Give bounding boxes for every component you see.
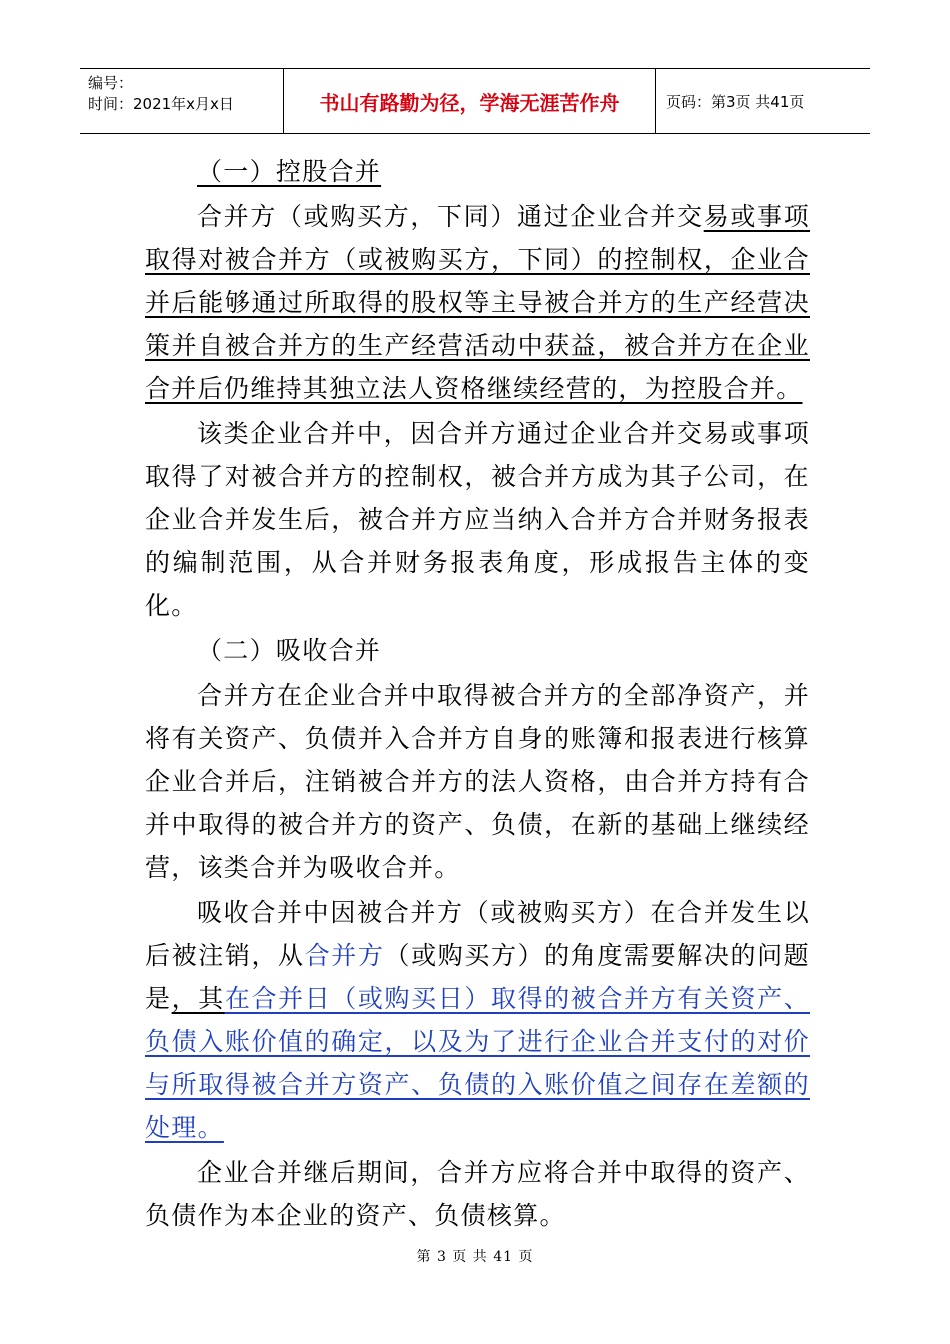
document-body [145, 150, 810, 1237]
paragraph-absorption-issues [145, 891, 810, 1149]
page-footer: 第 3 页 共 41 页 [416, 1249, 534, 1265]
section-heading-absorption-merger: （二）吸收合并 [197, 636, 382, 665]
date-label: 时间：2021年x月x日 [88, 95, 234, 113]
paragraph-absorption-merger: 合并方在企业合并中取得被合并方的全部净资产，并将有关资产、负债并入合并方自身的账簿和报表进行核算企业合并后，注销被合并方的法人资格，由合并方持有合并中取得的被合并方的资产、负债，在新的基础上继续经营，该类合并为吸收合并。 [145, 681, 810, 882]
paragraph-text: （或购买方）的角度需要解决的问题是 [145, 941, 810, 1013]
section-heading-holding-merger [145, 150, 810, 193]
paragraph-text: 吸收合并中因被合并方（或被购买方）在合并发生以后被注销，从 [145, 898, 810, 970]
header-motto: 书山有路勤为径，学海无涯苦作舟 [284, 69, 656, 133]
link-recognition-issue[interactable]: 在合并日（或购买日）取得的被合并方有关资产、负债入账价值的确定，以及为了进行企业合并支付的对价与所取得被合并方资产、负债的入账价值之间存在差额的处理。 [145, 984, 810, 1142]
page-header [80, 68, 870, 134]
underlined-text: ，其 [171, 984, 225, 1013]
header-meta [80, 69, 284, 133]
heading-text: （一）控股合并 [197, 157, 382, 186]
link-merging-party[interactable]: 合并方 [304, 941, 385, 970]
underlined-definition: 易或事项取得对被合并方（或被购买方，下同）的控制权，企业合并后能够通过所取得的股权等主导被合并方的生产经营决策并自被合并方的生产经营活动中获益，被合并方在企业合并后仍维持其独立法人资格继续经营的，为控股合并。 [145, 202, 811, 403]
header-page-info: 页码：第3页 共41页 [666, 92, 805, 111]
paragraph-holding-merger [145, 195, 810, 410]
paragraph-subsequent-period: 企业合并继后期间，合并方应将合并中取得的资产、负债作为本企业的资产、负债核算。 [145, 1158, 810, 1230]
paragraph-text: 合并方（或购买方，下同）通过企业合并交 [197, 202, 704, 231]
number-label: 编号： [88, 74, 134, 92]
paragraph-holding-merger-effect: 该类企业合并中，因合并方通过企业合并交易或事项取得了对被合并方的控制权，被合并方成为其子公司，在企业合并发生后，被合并方应当纳入合并方合并财务报表的编制范围，从合并财务报表角度，形成报告主体的变化。 [145, 419, 810, 620]
